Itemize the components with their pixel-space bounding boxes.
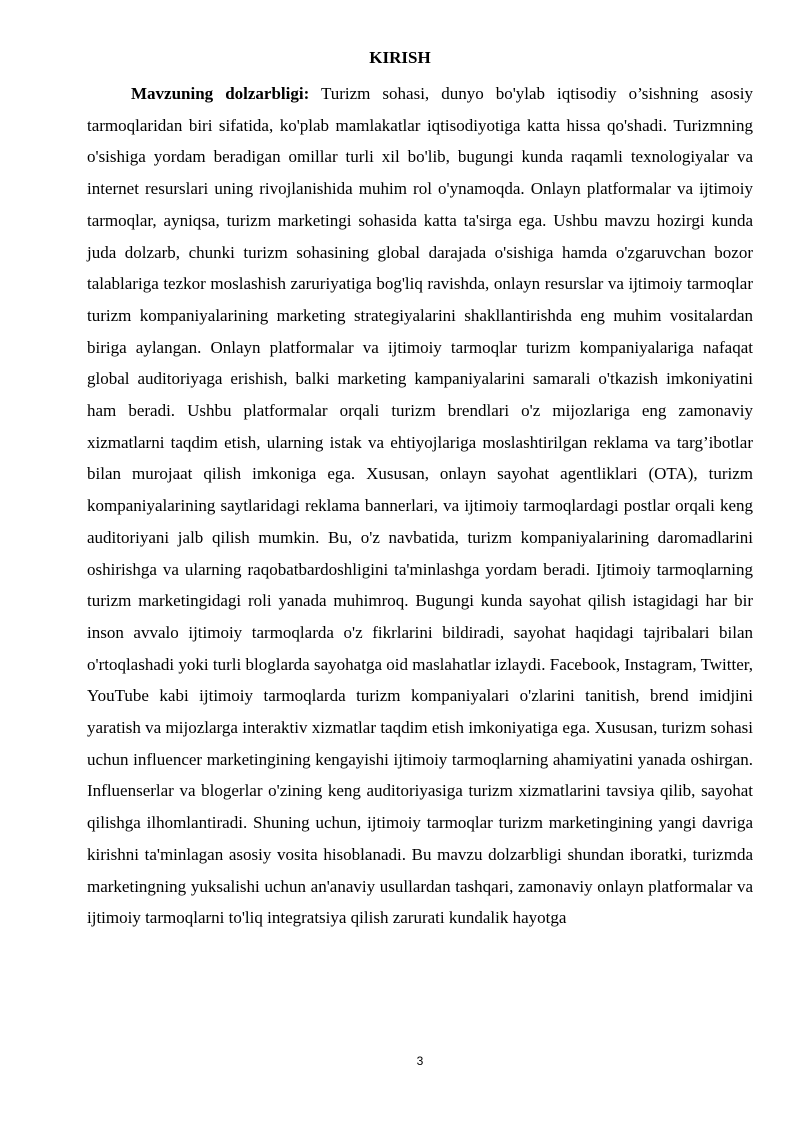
body-paragraph bbox=[87, 78, 753, 934]
paragraph-text: Turizm sohasi, dunyo bo'ylab iqtisodiy o’sishning asosiy tarmoqlaridan biri sifatida, ko'plab mamlakatlar iqtisodiyotiga katta hissa qo'shadi. Turizmning o'sishiga yordam beradigan omillar turli xil bo'lib, bugungi kunda raqamli texnologiyalar va internet resurslari uning rivojlanishida muhim rol o'ynamoqda. Onlayn platformalar va ijtimoiy tarmoqlar, ayniqsa, turizm marketingi sohasida katta ta'sirga ega. Ushbu mavzu hozirgi kunda juda dolzarb, chunki turizm sohasining global darajada o'sishiga hamda o'zgaruvchan bozor talablariga tezkor moslashish zaruriyatiga bog'liq ravishda, onlayn resurslar va ijtimoiy tarmoqlar turizm kompaniyalarining marketing strategiyalarini shakllantirishda eng muhim vositalardan biriga aylangan. Onlayn platformalar va ijtimoiy tarmoqlar turizm kompaniyalariga nafaqat global auditoriyaga erishish, balki marketing kampaniyalarini samarali o'tkazish imkoniyatini ham beradi. Ushbu platformalar orqali turizm brendlari o'z mijozlariga eng zamonaviy xizmatlarni taqdim etish, ularning istak va ehtiyojlariga moslashtirilgan reklama va targ’ibotlar bilan murojaat qilish imkoniga ega. Xususan, onlayn sayohat agentliklari (OTA), turizm kompaniyalarining saytlaridagi reklama bannerlari, va ijtimoiy tarmoqlardagi postlar orqali keng auditoriyani jalb qilish mumkin. Bu, o'z navbatida, turizm kompaniyalarining daromadlarini oshirishga va ularning raqobatbardoshligini ta'minlashga yordam beradi. Ijtimoiy tarmoqlarning turizm marketingidagi roli yanada muhimroq. Bugungi kunda sayohat qilish istagidagi har bir inson avvalo ijtimoiy tarmoqlarda o'z fikrlarini bildiradi, sayohat haqidagi tajribalari bilan o'rtoqlashadi yoki turli bloglarda sayohatga oid maslahatlar izlaydi. Facebook, Instagram, Twitter, YouTube kabi ijtimoiy tarmoqlarda turizm kompaniyalari o'zlarini tanitish, brend imidjini yaratish va mijozlarga interaktiv xizmatlar taqdim etish imkoniyatiga ega. Xususan, turizm sohasi uchun influencer marketingining kengayishi ijtimoiy tarmoqlarning ahamiyatini yanada oshirgan. Influenserlar va blogerlar o'zining keng auditoriyasiga turizm xizmatlarini tavsiya qilib, sayohat qilishga ilhomlantiradi. Shuning uchun, ijtimoiy tarmoqlar turizm marketingining yangi davriga kirishni ta'minlagan asosiy vosita hisoblanadi. Bu mavzu dolzarbligi shundan iboratki, turizmda marketingning yuksalishi uchun an'anaviy usullardan tashqari, zamonaviy onlayn platformalar va ijtimoiy tarmoqlarni to'liq integratsiya qilish zarurati kundalik hayotga bbox=[87, 84, 753, 928]
section-heading: KIRISH bbox=[369, 48, 431, 67]
page-number: 3 bbox=[416, 1054, 424, 1068]
lead-phrase: Mavzuning dolzarbligi: bbox=[131, 84, 310, 103]
